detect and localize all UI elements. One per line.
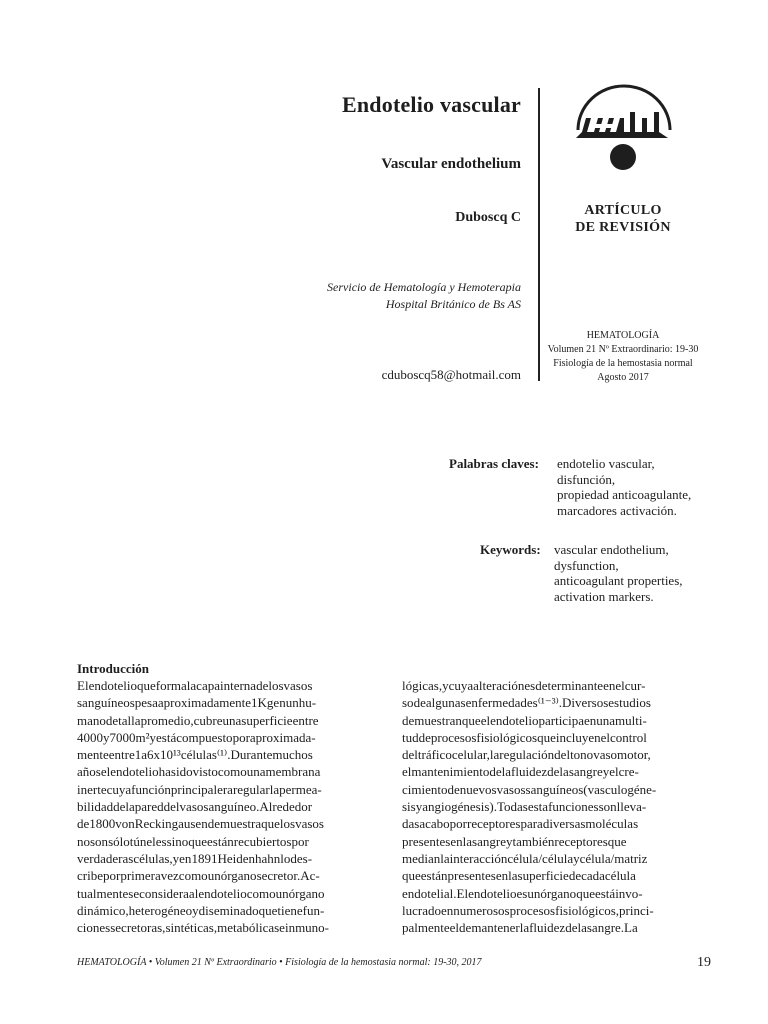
article-title: Endotelio vascular (342, 92, 521, 117)
author-name: Duboscq C (455, 210, 521, 225)
body-line: 4000y7000m²yestácompuestoporaproximada- (77, 729, 316, 745)
body-line: sisyangiogénesis).Todasestafuncionessonlleva- (402, 799, 647, 815)
keywords-es-label: Palabras claves: (449, 456, 539, 471)
body-line: sodealgunasenfermedades⁽¹⁻³⁾.Diversosestudios (402, 695, 651, 711)
keyword-item: disfunción, (557, 471, 616, 487)
keyword-item: activation markers. (554, 588, 654, 604)
body-line: lógicas,ycuyaalteraciónesdeterminanteenelcur- (402, 678, 646, 693)
body-line: demuestranqueelendotelioparticipaenunamulti- (402, 712, 647, 728)
article-type-line: ARTÍCULO (584, 203, 662, 218)
body-line: endotelial.Elendotelioesunórganoqueestáinvo- (402, 885, 643, 901)
body-line: dinámico,heterogéneoydiseminadoquetienefun- (77, 902, 325, 918)
body-line: manodetallapromedio,cubreunasuperficieentre (77, 712, 319, 728)
body-line: presentesenlasangreytambiénreceptoresque (402, 833, 627, 849)
keywords-en-label: Keywords: (480, 542, 541, 557)
body-line: queestánpresentesenlasuperficiedecadacélula (402, 868, 636, 884)
affiliation-line: Servicio de Hematología y Hemoterapia (327, 280, 521, 294)
keyword-item: vascular endothelium, (554, 542, 669, 557)
affiliation (327, 279, 521, 313)
keyword-item: propiedad anticoagulante, (557, 487, 692, 502)
journal-section: Fisiología de la hemostasia normal (553, 358, 693, 369)
body-line: verdaderascélulas,yen1891Heidenhahnlodes- (77, 850, 313, 866)
body-line: dasacaboporreceptoresparadiversasmoléculas (402, 816, 639, 832)
article-type (548, 202, 698, 236)
keywords-en-list (554, 542, 683, 604)
body-line: tuddeprocesosfisiológicosqueincluyenelcontrol (402, 729, 647, 745)
article-subtitle: Vascular endothelium (381, 156, 521, 172)
keywords-es-list (557, 456, 691, 518)
body-line: menteentre1a6x10¹³células⁽¹⁾.Durantemuchos (77, 747, 313, 763)
body-line: sanguíneospesaaproximadamente1Kgenunhu- (77, 695, 317, 711)
keyword-item: anticoagulant properties, (554, 573, 683, 588)
journal-volume: Volumen 21 Nº Extraordinario: 19-30 (547, 344, 699, 355)
affiliation-line: Hospital Británico de Bs AS (385, 297, 521, 311)
page-footer: HEMATOLOGÍA • Volumen 21 Nº Extraordinario • Fisiología de la hemostasia normal: 19-30, 2017 (77, 957, 482, 968)
body-line: de1800vonReckingausendemuestraquelosvasos (77, 816, 324, 832)
journal-name: HEMATOLOGÍA (586, 330, 660, 341)
body-line: cribeporprimeravezcomounórganosecretor.Ac- (77, 868, 320, 884)
body-line: cionessecretoras,sintéticas,metabólicaseinmuno- (77, 920, 330, 936)
body-line: palmenteeldemantenerlafluidezdelasangre.La (402, 920, 638, 936)
journal-info (540, 329, 706, 385)
body-column-right (402, 677, 711, 936)
article-type-line: DE REVISIÓN (575, 220, 671, 235)
body-line: bilidaddelapareddelvasosanguíneo.Alrededor (77, 799, 313, 815)
body-line: lucradoennumerososprocesosfisiológicos,princi- (402, 902, 654, 918)
body-line: inertecuyafunciónprincipaleraregularlapermea- (77, 781, 322, 797)
body-line: añoselendoteliohasidovistocomounamembrana (77, 764, 321, 780)
keyword-item: marcadores activación. (557, 502, 677, 518)
keyword-item: dysfunction, (554, 557, 619, 573)
society-logo-icon (572, 84, 676, 182)
keyword-item: endotelio vascular, (557, 456, 655, 471)
body-line: medianlainteraccióncélula/célulaycélula/matriz (402, 850, 648, 866)
journal-date: Agosto 2017 (597, 372, 649, 383)
section-heading: Introducción (77, 661, 149, 676)
page-number: 19 (697, 955, 711, 970)
body-line: deltráficocelular,laregulacióndeltonovasomotor, (402, 747, 651, 763)
body-line: nosonsólotúnelessinoqueestánrecubiertospor (77, 833, 309, 849)
body-column-left (77, 677, 389, 936)
author-email[interactable]: cduboscq58@hotmail.com (381, 367, 521, 382)
body-line: tualmenteseconsideraalendoteliocomounórgano (77, 885, 325, 901)
body-line: cimientodenuevosvasossanguíneos(vasculogéne- (402, 781, 657, 797)
body-line: Elendotelioqueformalacapainternadelosvasos (77, 678, 313, 693)
body-line: elmantenimientodelafluidezdelasangreyelcre- (402, 764, 639, 780)
